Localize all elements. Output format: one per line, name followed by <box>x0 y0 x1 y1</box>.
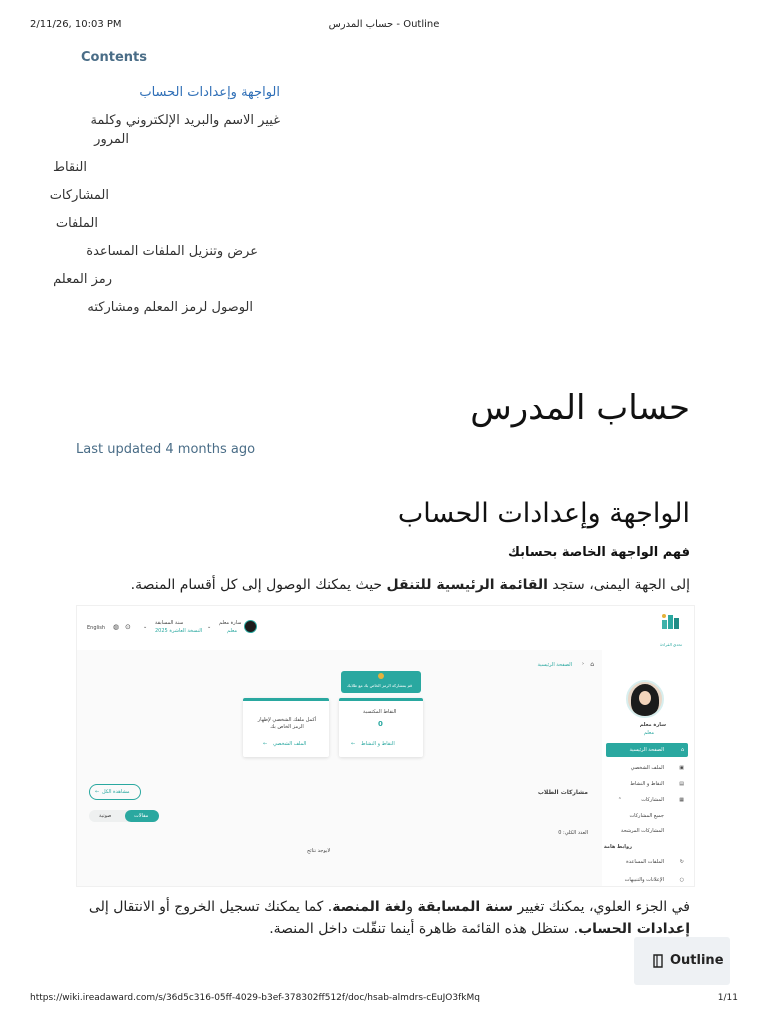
section-heading: الواجهة وإعدادات الحساب <box>397 498 690 529</box>
points-card: النقاط المكتسبة 0 النقاط و النشاط ← <box>339 698 423 757</box>
toc-item[interactable]: المشاركات <box>49 188 109 203</box>
print-title: حساب المدرس - Outline <box>328 19 440 30</box>
profile-card: أكمل ملفك الشخصي لإظهار الرمز الخاص بك الملف الشخصي ← <box>243 698 329 757</box>
bell-icon: ○ <box>679 877 684 883</box>
app-topbar <box>77 606 694 651</box>
chevron-down-icon: ⌄ <box>207 624 212 630</box>
profile-icon: ▣ <box>679 765 684 771</box>
app-sidebar <box>601 650 694 886</box>
points-link[interactable]: النقاط و النشاط <box>361 741 395 747</box>
toc-item[interactable]: غيير الاسم والبريد الإلكتروني وكلمة <box>90 113 280 128</box>
sidebar-user-role: معلم <box>643 730 654 736</box>
avatar <box>626 680 664 718</box>
sidebar-item-home[interactable]: الصفحة الرئيسية <box>629 747 664 753</box>
toc-item[interactable]: عرض وتنزيل الملفات المساعدة <box>86 244 258 259</box>
avatar[interactable] <box>244 620 257 633</box>
year-select[interactable]: النسخة العاشرة 2025 <box>155 628 203 634</box>
outline-button[interactable]: Outline <box>634 937 730 985</box>
toc-item[interactable]: النقاط <box>52 160 87 175</box>
breadcrumb[interactable]: الصفحة الرئيسية <box>537 662 572 668</box>
print-date: 2/11/26, 10:03 PM <box>30 19 122 30</box>
chevron-down-icon: ⌄ <box>143 624 148 630</box>
toc-item[interactable]: الوصول لرمز المعلم ومشاركته <box>87 300 253 315</box>
chevron-left-icon: ‹ <box>582 661 584 667</box>
points-icon: ▤ <box>679 781 684 787</box>
toc-item[interactable]: رمز المعلم <box>53 272 112 287</box>
sidebar-item-points[interactable]: النقاط و النشاط <box>630 781 664 787</box>
app-content <box>77 650 602 886</box>
toc-item[interactable]: الملفات <box>55 216 98 231</box>
participations-icon: ▦ <box>679 797 684 803</box>
user-role: معلم <box>227 628 238 634</box>
tab-articles[interactable]: مقالات <box>125 810 159 822</box>
platform-logo <box>656 612 682 642</box>
count-label: العدد الكلي: 0 <box>558 830 588 836</box>
user-name: سارة معلم <box>219 620 242 626</box>
logo-text: تحدي القراءة <box>660 642 682 647</box>
print-page-number: 1/11 <box>717 993 738 1003</box>
sidebar-item-nominated[interactable]: المشاركات المرشحة <box>620 828 664 834</box>
arrow-left-icon: ← <box>263 741 268 747</box>
arrow-left-icon: ← <box>351 741 356 747</box>
pin-icon <box>378 673 384 679</box>
language-switch[interactable]: English <box>87 625 106 631</box>
home-icon: ⌂ <box>680 747 684 753</box>
year-label: سنة المسابقة <box>155 620 184 626</box>
print-url: https://wiki.ireadaward.com/s/36d5c316-05ff-4029-b3ef-378302ff512f/doc/hsab-almdrs-cEuJO3fkMq <box>30 993 480 1003</box>
sidebar-item-announcements[interactable]: الإعلانات والتنبيهات <box>624 877 664 883</box>
last-updated: Last updated 4 months ago <box>76 442 256 457</box>
sidebar-item-profile[interactable]: الملف الشخصي <box>630 765 664 771</box>
page-title: حساب المدرس <box>470 388 690 428</box>
sidebar-item-participations[interactable]: المشاركات <box>641 797 664 803</box>
toc-item[interactable]: المرور <box>94 132 129 147</box>
points-value: 0 <box>378 720 383 728</box>
tip-banner: قم بمشاركة الرمز الخاص بك مع طلابك <box>341 671 421 693</box>
sidebar-section-links: روابط هامة <box>603 844 632 850</box>
chevron-up-icon[interactable]: ⌃ <box>617 797 622 803</box>
profile-link[interactable]: الملف الشخصي <box>273 741 307 747</box>
arrow-left-icon: ← <box>95 789 100 795</box>
globe-icon: ◍ <box>113 623 120 631</box>
files-icon: ↻ <box>679 859 684 865</box>
book-icon <box>651 954 665 968</box>
toc-item[interactable]: الواجهة وإعدادات الحساب <box>139 85 280 100</box>
table-of-contents <box>49 80 280 320</box>
sidebar-user-name: سارة معلم <box>639 722 666 728</box>
empty-state: لايوجد نتائج <box>307 848 331 854</box>
toc-heading: Contents <box>81 50 147 65</box>
sidebar-item-files[interactable]: الملفات المساعدة <box>626 859 664 865</box>
settings-icon[interactable]: ⊙ <box>125 623 131 631</box>
paragraph: في الجزء العلوي، يمكنك تغيير سنة المسابقة ولغة المنصة. كما يمكنك تسجيل الخروج أو الانتقال إلى إعدادات الحساب. ستظل هذه القائمة ظاهرة أينما تنقّلت داخل المنصة. <box>88 899 690 937</box>
home-icon: ⌂ <box>590 661 594 668</box>
participations-title: مشاركات الطلاب <box>537 789 588 796</box>
subsection-heading: فهم الواجهة الخاصة بحسابك <box>507 545 690 560</box>
sidebar-item-all-participations[interactable]: جميع المشاركات <box>629 813 664 819</box>
paragraph: إلى الجهة اليمنى، ستجد القائمة الرئيسية للتنقل حيث يمكنك الوصول إلى كل أقسام المنصة. <box>130 577 690 593</box>
embedded-screenshot <box>76 605 695 887</box>
tab-audio[interactable]: صوتية <box>99 813 112 819</box>
filter-tabs <box>89 810 159 822</box>
view-all-button[interactable]: مشاهدة الكل ← <box>89 784 141 800</box>
